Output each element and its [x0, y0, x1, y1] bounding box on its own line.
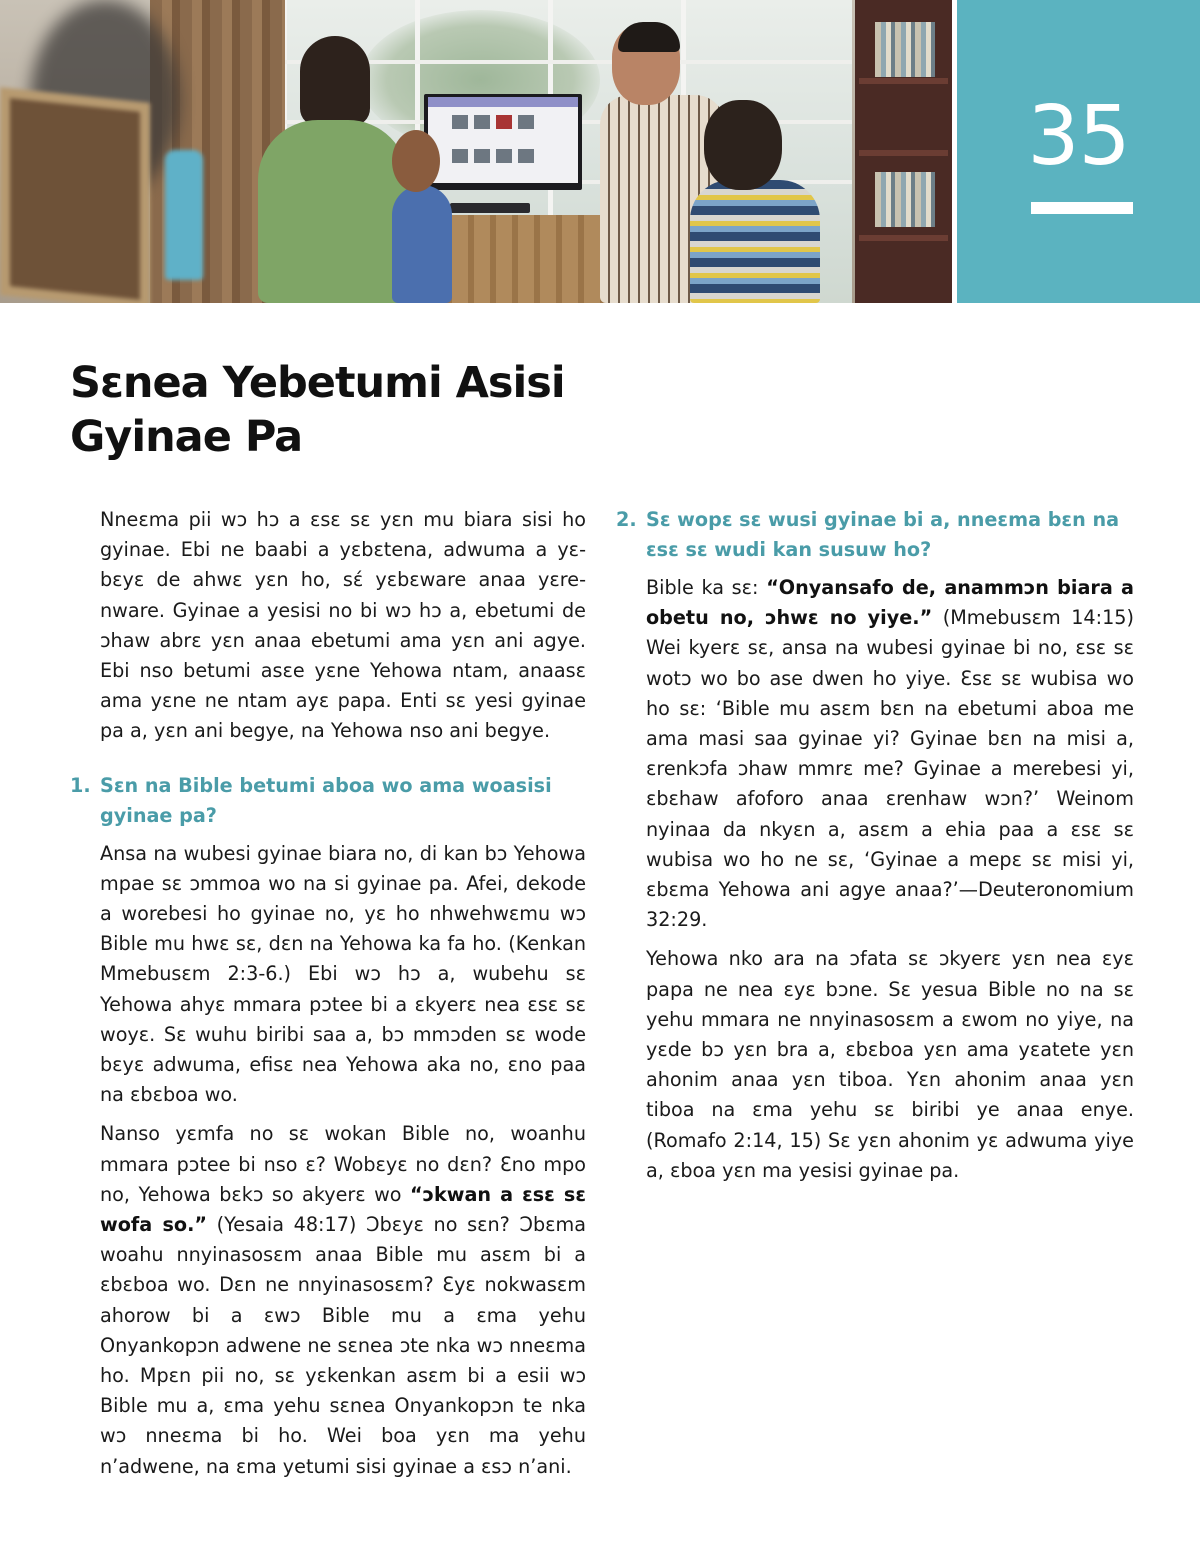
paragraph-text: Bible ka sɛ:	[646, 576, 767, 599]
baby-bottle	[165, 150, 203, 280]
question-number: 1.	[70, 773, 91, 797]
keyboard	[450, 203, 530, 213]
baby	[392, 130, 440, 192]
left-column	[70, 505, 586, 1491]
question-number: 2.	[616, 508, 637, 531]
paragraph-text: (Yesaia 48:17) Ɔbɛyɛ no sɛn? Ɔbɛma woahu nnyinasosɛm anaa Bible mu asɛm bi a ɛbɛboa wo. Dɛn ne nnyinasosɛm? Ɛyɛ nokwasɛm ahorow bi a ɛwɔ Bible mu a ɛma yehu Onyankopɔn adwene ne sɛnea ɔte nka wɔ nneɛma ho. Mpɛn pii no, sɛ yɛkenkan asɛm bi a esii wɔ Bible mu a, ɛma yehu sɛnea Onyankopɔn te nka wɔ nneɛma bi ho. Wei boa yɛn ma yehu n’adwene, na ɛma yetumi sisi gyinae a ɛsɔ n’ani.	[100, 1213, 586, 1478]
computer-monitor	[424, 94, 582, 190]
right-column	[616, 505, 1135, 1195]
section-1-paragraph-1: Ansa na wubesi gyinae biara no, di kan bɔ Yehowa mpae sɛ ɔmmoa wo na si gyinae pa. Afei, dekode a worebesi ho gyinae no, yɛ ho nhwehwɛmu wɔ Bible mu hwɛ sɛ, dɛn na Yehowa ka fa ho. (Kenkan Mmebusɛm 2:3-6.) Ebi wɔ hɔ a, wubehu sɛ Yehowa ahyɛ mmara pɔtee bi a ɛkyerɛ nea ɛsɛ sɛ woyɛ. Sɛ wuhu biribi saa a, bɔ mmɔden sɛ wode bɛyɛ adwuma, efisɛ nea Yehowa aka no, ɛno paa na ɛbɛboa wo.	[100, 841, 586, 1107]
woman	[300, 36, 370, 126]
title-line-2: Gyinae Pa	[70, 412, 303, 462]
title-line-1: Sɛnea Yebetumi Asisi	[70, 358, 565, 408]
bookshelf	[855, 0, 952, 303]
question-text: Sɛn na Bible betumi aboa wo ama woasisi gyinae pa?	[100, 773, 552, 827]
section-2-paragraph-1	[646, 573, 1134, 935]
section-1-paragraph-2	[100, 1119, 586, 1481]
page-title	[70, 356, 630, 464]
boy	[690, 180, 820, 303]
scripture-quote: “ɔkwan a ɛsɛ sɛ wofa so.”	[100, 1182, 586, 1237]
lesson-number-underline	[1031, 202, 1133, 214]
question-heading-1	[70, 771, 586, 831]
baby	[392, 185, 452, 303]
paragraph-text: (Mmebusɛm 14:15) Wei kyerɛ sɛ, ansa na wubesi gyinae bi no, ɛsɛ sɛ wotɔ wo bo ase dwen ho yiye. Ɛsɛ sɛ wubisa wo ho sɛ: ‘Bible mu asɛm bɛn na ebetumi aboa me ama masi saa gyinae yi? Gyinae bɛn na misi a, ɛrenkɔfa ɔhaw mmrɛ me? Gyinae a merebesi yi, ɛbɛhaw afoforo anaa ɛrenhaw wɔn?’ Weinom nyinaa da nkyɛn a, asɛm a ehia paa a ɛsɛ sɛ wubisa wo ho ne sɛ, ‘Gyinae a mepɛ sɛ misi yi, ɛbɛma Yehowa ani agye anaa?’—Deuteronomium 32:29.	[646, 606, 1134, 932]
boy	[704, 100, 782, 190]
woman	[258, 120, 408, 303]
lesson-number-badge	[957, 0, 1200, 303]
lesson-number: 35	[1027, 89, 1130, 184]
question-text: Sɛ wopɛ sɛ wusi gyinae bi a, nneɛma bɛn na ɛsɛ sɛ wudi kan susuw ho?	[646, 508, 1120, 561]
intro-paragraph: Nneɛma pii wɔ hɔ a ɛsɛ sɛ yɛn mu biara sisi ho gyinae. Ebi ne baabi a yɛbɛtena, adwuma a yɛbɛyɛ de ahwɛ yɛn ho, sɛ́ yɛbɛware anaa yɛrenware. Gyinae a yesisi no bi wɔ hɔ a, ebetumi de ɔhaw abrɛ yɛn anaa ebetumi ama yɛn ani agye. Ebi nso betumi asɛe yɛne Yehowa ntam, anaasɛ ama yɛne ne ntam ayɛ papa. Enti sɛ yesi gyinae pa a, yɛn ani begye, na Yehowa nso ani begye.	[100, 508, 586, 743]
section-2-paragraph-2: Yehowa nko ara na ɔfata sɛ ɔkyerɛ yɛn nea ɛyɛ papa ne nea ɛyɛ bɔne. Sɛ yesua Bible no na sɛ yehu mmara ne nnyinasosɛm a ɛwom no yiye, na yɛde bɔ yɛn bra a, ɛbɛboa yɛn ama yɛatete yɛn ahonim anaa yɛn tiboa. Yɛn ahonim anaa yɛn tiboa na ɛma yehu sɛ biribi ye anaa enye. (Romafo 2:14, 15) Sɛ yɛn ahonim yɛ adwuma yiye a, ɛboa yɛn ma yesisi gyinae pa.	[646, 947, 1134, 1182]
paragraph-text: Nanso yɛmfa no sɛ wokan Bible no, woanhu mmara pɔtee bi nso ɛ? Wobɛyɛ no dɛn? Ɛno mpo no, Yehowa bɛkɔ so akyerɛ wo	[100, 1122, 586, 1206]
hero-photo	[0, 0, 952, 303]
picture-frame	[0, 87, 150, 303]
question-heading-2	[616, 505, 1134, 565]
scripture-quote: “Onyansafo de, anammɔn biara a obetu no, ɔhwɛ no yiye.”	[646, 576, 1135, 630]
